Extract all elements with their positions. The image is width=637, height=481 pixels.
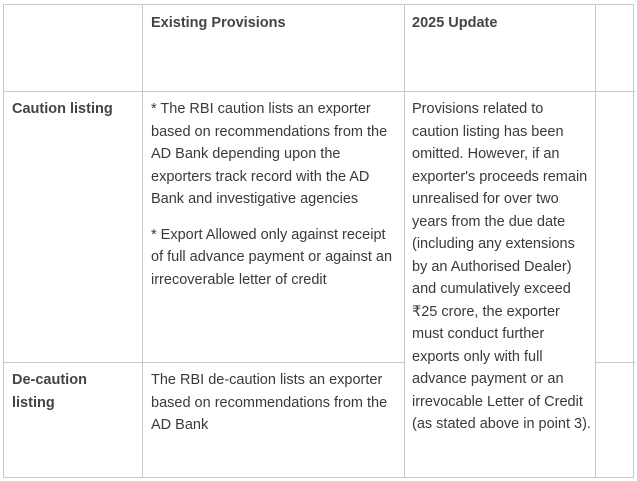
existing-paragraph: * The RBI caution lists an exporter based on recommendations from the AD Bank depending upon the exporters track record with the AD Bank and investigative agencies <box>151 101 388 207</box>
provisions-table <box>3 4 634 478</box>
update-text-merged: Provisions related to caution listing has been omitted. However, if an exporter's proceeds remain unrealised for over two years from the due date (including any extensions by an Authorised Dealer) and cumulatively exceed ₹25 crore, the exporter must conduct further exports only with full advance payment or an irrevocable Letter of Credit (as stated above in point 3). <box>412 101 591 432</box>
existing-provisions-caution-listing <box>151 98 398 291</box>
column-divider-2 <box>404 5 405 477</box>
existing-paragraph: * Export Allowed only against receipt of full advance payment or against an irrecoverable letter of credit <box>151 226 393 288</box>
header-existing-provisions: Existing Provisions <box>151 15 286 31</box>
row-label-caution-listing: Caution listing <box>12 101 113 117</box>
existing-paragraph: The RBI de-caution lists an exporter based on recommendations from the AD Bank <box>151 372 388 433</box>
header-row-divider <box>4 91 635 92</box>
column-divider-3 <box>595 5 596 477</box>
column-divider-1 <box>142 5 143 477</box>
existing-provisions-de-caution-listing <box>151 369 398 437</box>
row-divider-1 <box>4 362 404 363</box>
row-divider-1-right <box>595 362 635 363</box>
header-2025-update: 2025 Update <box>412 15 498 31</box>
row-label-de-caution-listing: De-caution listing <box>12 372 87 411</box>
